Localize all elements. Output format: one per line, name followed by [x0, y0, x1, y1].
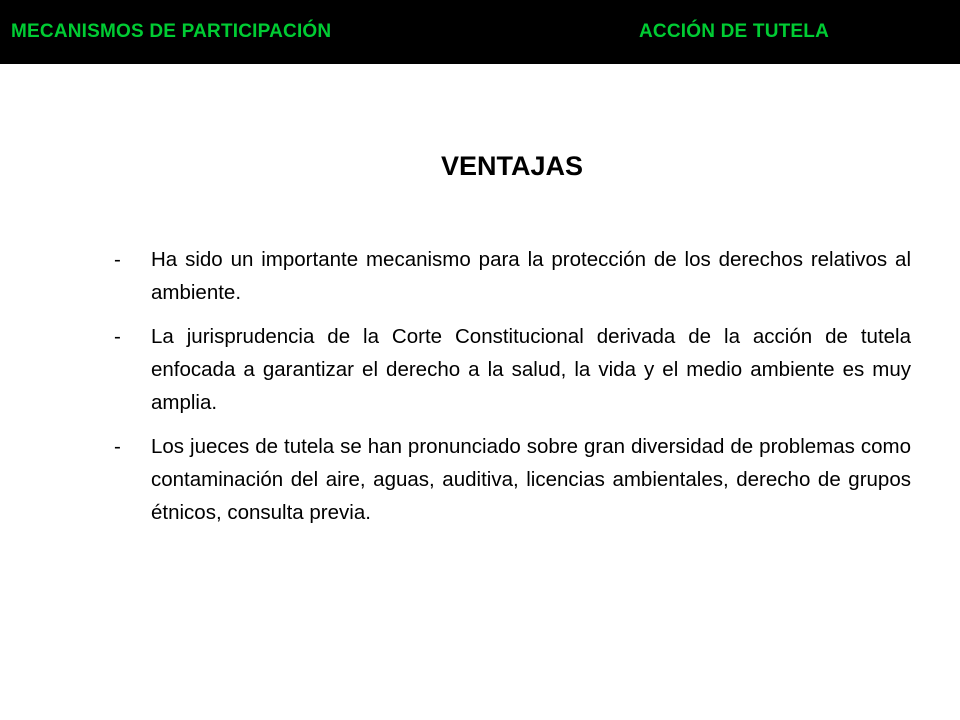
bullet-dash: -	[114, 325, 121, 348]
header-topic-title: ACCIÓN DE TUTELA	[639, 21, 830, 42]
bullet-text: La jurisprudencia de la Corte Constitucional derivada de la acción de tutela enfocada a garantizar el derecho a la salud, la vida y el medio ambiente es muy amplia.	[151, 325, 911, 414]
bullet-list	[114, 243, 911, 540]
header-section-title: MECANISMOS DE PARTICIPACIÓN	[11, 21, 332, 42]
bullet-item	[114, 243, 911, 309]
bullet-text: Los jueces de tutela se han pronunciado sobre gran diversidad de problemas como contaminación del aire, aguas, auditiva, licencias ambientales, derecho de grupos étnicos, consulta previa.	[151, 435, 911, 524]
bullet-dash: -	[114, 248, 121, 271]
slide-title: VENTAJAS	[440, 151, 584, 181]
bullet-dash: -	[114, 435, 121, 458]
bullet-item	[114, 430, 911, 529]
bullet-item	[114, 320, 911, 419]
header-bar	[0, 0, 960, 64]
bullet-text: Ha sido un importante mecanismo para la protección de los derechos relativos al ambiente.	[151, 248, 911, 304]
